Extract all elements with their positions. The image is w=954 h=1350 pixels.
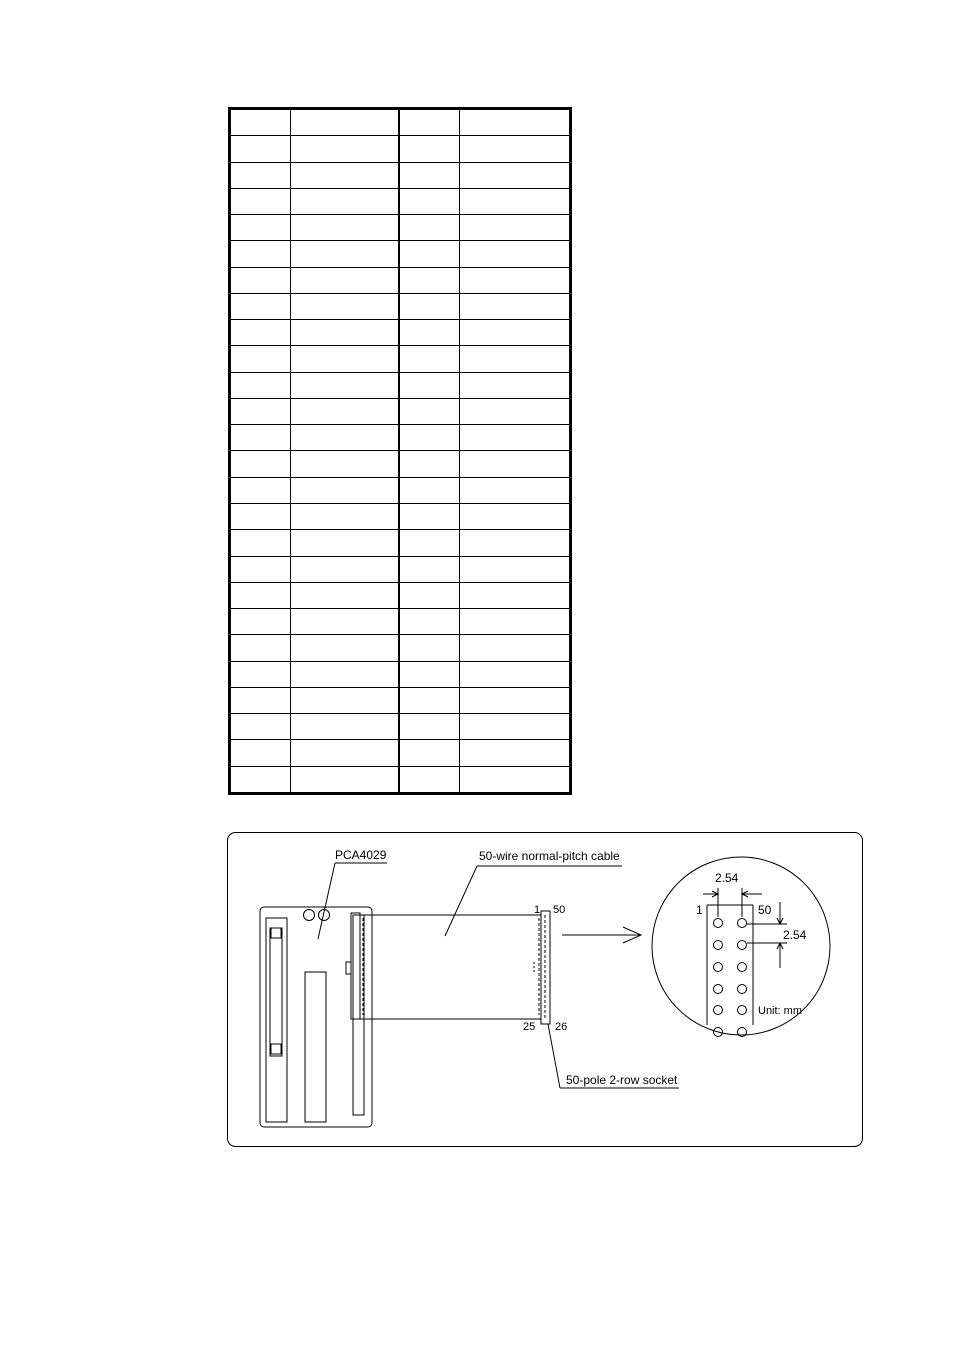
table-cell — [291, 241, 399, 267]
pin-hole — [738, 963, 747, 972]
table-row — [231, 346, 570, 372]
pin-1-label: 1 — [534, 904, 541, 916]
table-row — [231, 241, 570, 267]
table-cell — [460, 136, 570, 162]
table-row — [231, 661, 570, 687]
pin-hole — [738, 1006, 747, 1015]
table-cell — [399, 136, 460, 162]
table-cell — [399, 425, 460, 451]
table-row — [231, 188, 570, 214]
table-cell — [460, 162, 570, 188]
diagram-frame — [228, 833, 863, 1147]
table-row — [231, 215, 570, 241]
table-cell — [231, 346, 291, 372]
table-cell — [231, 766, 291, 792]
table-row — [231, 530, 570, 556]
table-cell — [460, 241, 570, 267]
table-row — [231, 136, 570, 162]
table-cell — [460, 609, 570, 635]
pin-hole — [738, 919, 747, 928]
table-cell — [399, 451, 460, 477]
ribbon-cable — [360, 915, 541, 1019]
unit-label: Unit: mm — [758, 1005, 802, 1017]
table-cell — [291, 530, 399, 556]
table-cell — [291, 188, 399, 214]
table-cell — [291, 556, 399, 582]
table-cell — [399, 188, 460, 214]
table-cell — [399, 293, 460, 319]
table-cell — [291, 267, 399, 293]
table-cell — [399, 714, 460, 740]
pin-50-label: 50 — [553, 904, 566, 916]
table-cell — [399, 267, 460, 293]
table-row — [231, 556, 570, 582]
pin-25-label: 25 — [523, 1021, 536, 1033]
table-cell — [399, 162, 460, 188]
table-cell — [460, 766, 570, 792]
board-hole-1 — [304, 910, 315, 921]
cable-label: 50-wire normal-pitch cable — [479, 849, 620, 863]
table-cell — [399, 530, 460, 556]
pin-table-grid — [230, 109, 570, 793]
board-label: PCA4029 — [335, 848, 387, 862]
table-cell — [291, 766, 399, 792]
table-cell — [231, 503, 291, 529]
table-cell — [460, 582, 570, 608]
table-row — [231, 582, 570, 608]
table-cell — [231, 110, 291, 136]
detail-pin-50-label: 50 — [758, 903, 772, 917]
table-cell — [231, 530, 291, 556]
table-cell — [460, 425, 570, 451]
detail-arrow — [562, 927, 641, 943]
table-cell — [231, 188, 291, 214]
pin-26-label: 26 — [555, 1021, 568, 1033]
table-cell — [231, 635, 291, 661]
table-cell — [231, 687, 291, 713]
table-cell — [231, 609, 291, 635]
table-row — [231, 609, 570, 635]
table-cell — [460, 714, 570, 740]
table-cell — [291, 136, 399, 162]
table-cell — [231, 661, 291, 687]
table-row — [231, 372, 570, 398]
detail-pin-1-label: 1 — [696, 903, 703, 917]
board-middle-chip — [305, 972, 326, 1122]
table-cell — [460, 530, 570, 556]
pin-hole — [714, 963, 723, 972]
pin-hole — [738, 941, 747, 950]
table-cell — [460, 451, 570, 477]
table-cell — [291, 320, 399, 346]
table-cell — [399, 346, 460, 372]
table-row — [231, 267, 570, 293]
table-row — [231, 477, 570, 503]
table-cell — [291, 372, 399, 398]
table-cell — [460, 477, 570, 503]
table-cell — [399, 740, 460, 766]
table-cell — [291, 687, 399, 713]
table-cell — [460, 503, 570, 529]
table-row — [231, 451, 570, 477]
table-cell — [291, 635, 399, 661]
connection-diagram-svg — [227, 832, 863, 1147]
table-cell — [291, 451, 399, 477]
table-cell — [231, 582, 291, 608]
vertical-pitch-label: 2.54 — [783, 928, 807, 942]
table-row — [231, 635, 570, 661]
table-cell — [460, 215, 570, 241]
table-cell — [291, 740, 399, 766]
horizontal-pitch-label: 2.54 — [715, 871, 739, 885]
pin-pitch-detail — [652, 857, 830, 1037]
pin-hole — [738, 985, 747, 994]
table-cell — [291, 477, 399, 503]
table-row — [231, 162, 570, 188]
table-cell — [460, 346, 570, 372]
table-cell — [291, 714, 399, 740]
table-cell — [231, 267, 291, 293]
table-cell — [399, 241, 460, 267]
table-cell — [231, 425, 291, 451]
table-cell — [460, 320, 570, 346]
pin-hole — [714, 1006, 723, 1015]
table-cell — [291, 110, 399, 136]
table-cell — [399, 582, 460, 608]
table-cell — [231, 293, 291, 319]
table-cell — [231, 556, 291, 582]
table-cell — [231, 136, 291, 162]
table-cell — [399, 477, 460, 503]
table-cell — [460, 110, 570, 136]
table-cell — [291, 398, 399, 424]
pin-assignment-table — [228, 107, 572, 795]
table-cell — [291, 346, 399, 372]
pin-hole — [714, 985, 723, 994]
table-cell — [399, 556, 460, 582]
table-row — [231, 503, 570, 529]
table-cell — [291, 293, 399, 319]
table-row — [231, 740, 570, 766]
table-cell — [231, 162, 291, 188]
table-cell — [231, 714, 291, 740]
table-cell — [291, 609, 399, 635]
table-cell — [399, 609, 460, 635]
table-row — [231, 766, 570, 792]
table-cell — [460, 687, 570, 713]
table-cell — [291, 162, 399, 188]
table-row — [231, 398, 570, 424]
table-cell — [399, 320, 460, 346]
table-cell — [399, 372, 460, 398]
table-cell — [399, 110, 460, 136]
pin-hole — [714, 919, 723, 928]
pin-hole — [714, 941, 723, 950]
table-row — [231, 687, 570, 713]
table-cell — [460, 293, 570, 319]
table-cell — [231, 740, 291, 766]
board-header — [351, 913, 360, 1019]
connection-diagram — [227, 832, 863, 1147]
table-row — [231, 320, 570, 346]
table-cell — [460, 661, 570, 687]
table-cell — [399, 398, 460, 424]
table-cell — [231, 320, 291, 346]
table-cell — [399, 503, 460, 529]
table-cell — [291, 215, 399, 241]
table-cell — [291, 503, 399, 529]
table-cell — [399, 766, 460, 792]
table-row — [231, 425, 570, 451]
table-cell — [231, 451, 291, 477]
socket-label: 50-pole 2-row socket — [566, 1073, 678, 1087]
table-cell — [231, 372, 291, 398]
table-cell — [460, 188, 570, 214]
table-cell — [231, 241, 291, 267]
table-cell — [231, 215, 291, 241]
table-cell — [460, 398, 570, 424]
table-cell — [399, 661, 460, 687]
pca4029-board — [260, 907, 372, 1127]
board-left-socket — [266, 918, 287, 1122]
table-cell — [399, 215, 460, 241]
table-cell — [399, 635, 460, 661]
table-cell — [291, 661, 399, 687]
table-cell — [399, 687, 460, 713]
table-cell — [231, 477, 291, 503]
table-cell — [460, 556, 570, 582]
table-cell — [231, 398, 291, 424]
table-cell — [460, 740, 570, 766]
table-cell — [291, 425, 399, 451]
table-cell — [460, 372, 570, 398]
table-cell — [460, 635, 570, 661]
table-row — [231, 110, 570, 136]
board-connector-strip — [353, 915, 364, 1115]
table-row — [231, 293, 570, 319]
table-cell — [291, 582, 399, 608]
table-row — [231, 714, 570, 740]
table-cell — [460, 267, 570, 293]
